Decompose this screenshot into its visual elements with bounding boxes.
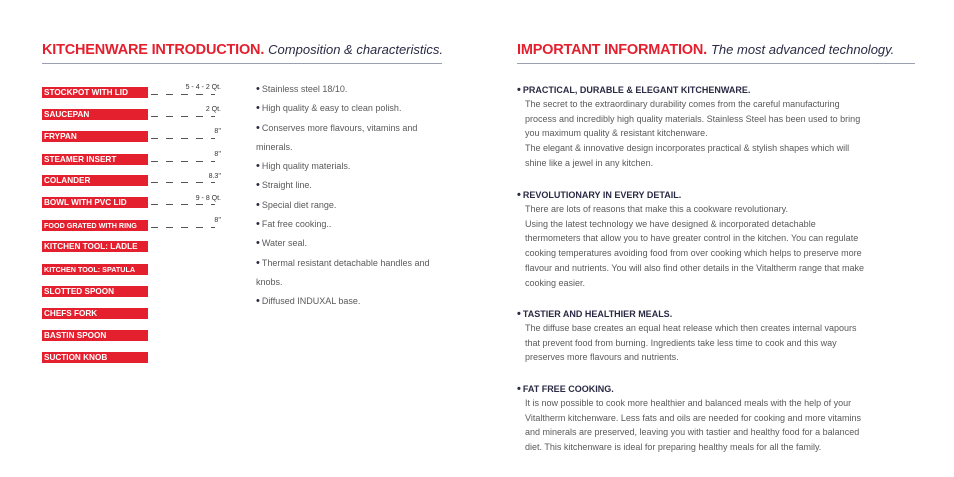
- right-header-rule: [517, 63, 915, 64]
- left-header-rule: [42, 63, 442, 64]
- product-label: STOCKPOT WITH LID: [42, 87, 148, 98]
- leader-line: [151, 204, 215, 205]
- feature-item: • High quality materials.: [256, 160, 351, 173]
- product-label: FOOD GRATED WITH RING: [42, 220, 148, 231]
- product-label: SLOTTED SPOON: [42, 286, 148, 297]
- product-label: KITCHEN TOOL: SPATULA: [42, 264, 148, 275]
- product-size: 2 Qt.: [205, 106, 221, 113]
- feature-item: • Thermal resistant detachable handles and knobs.: [256, 256, 430, 287]
- product-size: 8'': [214, 128, 221, 135]
- section-heading: • FAT FREE COOKING.: [517, 383, 614, 395]
- leader-line: [151, 161, 215, 162]
- product-size: 8'': [214, 217, 221, 224]
- product-size: 5 - 4 - 2 Qt.: [185, 84, 221, 91]
- product-label: FRYPAN: [42, 131, 148, 142]
- section-heading: • PRACTICAL, DURABLE & ELEGANT KITCHENWARE.: [517, 84, 751, 96]
- product-size: 8'': [214, 151, 221, 158]
- info-section: [517, 308, 915, 365]
- product-label: STEAMER INSERT: [42, 154, 148, 165]
- section-body: There are lots of reasons that make this a cookware revolutionary. Using the latest technology we have designed & incorporated detachable thermometers that allow you to have greater control in the kitchen. You can regulate cooking temperatures avoiding food from over cooking which helps to preserve more flavour and nutrients. You will also find other details in the Vitaltherm range that make cooking easier.: [525, 204, 865, 288]
- feature-item: • Fat free cooking..: [256, 218, 332, 231]
- left-title: KITCHENWARE INTRODUCTION.: [42, 42, 265, 58]
- leader-line: [151, 138, 215, 139]
- section-body: It is now possible to cook more healthier and balanced meals with the help of your Vitaltherm kitchenware. Less fats and oils are needed for cooking and more vitamins and minerals are preserved, leaving you with tastier and healthy food for a balanced diet. This kitchenware is ideal for preparing healthy meals for all the family.: [525, 398, 862, 453]
- product-label: SAUCEPAN: [42, 109, 148, 120]
- section-heading: • REVOLUTIONARY IN EVERY DETAIL.: [517, 189, 682, 201]
- section-body: The diffuse base creates an equal heat release which then creates internal vapours that prevent food from burning. Ingredients take less time to cook and this way preserves more flavours and nutrients.: [525, 323, 857, 363]
- left-subtitle: Composition & characteristics.: [268, 42, 444, 57]
- product-label: BOWL WITH PVC LID: [42, 197, 148, 208]
- leader-line: [151, 94, 215, 95]
- features-list: [256, 80, 436, 312]
- product-label: CHEFS FORK: [42, 308, 148, 319]
- feature-item: • Water seal.: [256, 237, 308, 250]
- right-header: [517, 41, 894, 59]
- feature-item: • Conserves more flavours, vitamins and minerals.: [256, 121, 418, 152]
- leader-line: [151, 182, 215, 183]
- product-size: 9 - 8 Qt.: [195, 195, 221, 202]
- feature-item: • Stainless steel 18/10.: [256, 83, 348, 95]
- feature-item: • Diffused INDUXAL base.: [256, 295, 361, 308]
- section-body: The secret to the extraordinary durability comes from the careful manufacturing process and incredibly high quality materials. Stainless Steel has been used to bring you maximum quality & resistant kitchenware. The elegant & innovative design incorporates practical & stylish shapes which will shine like a jewel in any kitchen.: [525, 99, 861, 168]
- product-label: SUCTION KNOB: [42, 352, 148, 363]
- leader-line: [151, 116, 215, 117]
- feature-item: • High quality & easy to clean polish.: [256, 102, 402, 115]
- info-section: [517, 383, 915, 455]
- feature-item: • Special diet range.: [256, 198, 337, 211]
- leader-line: [151, 227, 215, 228]
- product-label: KITCHEN TOOL: LADLE: [42, 241, 148, 252]
- info-section: [517, 189, 915, 290]
- product-label: BASTIN SPOON: [42, 330, 148, 341]
- left-header: [42, 41, 443, 59]
- product-label: COLANDER: [42, 175, 148, 186]
- right-subtitle: The most advanced technology.: [710, 42, 895, 57]
- section-heading: • TASTIER AND HEALTHIER MEALS.: [517, 308, 673, 320]
- feature-item: • Straight line.: [256, 179, 312, 192]
- product-size: 8.3'': [208, 173, 221, 180]
- right-title: IMPORTANT INFORMATION.: [517, 42, 707, 58]
- info-section: [517, 84, 915, 171]
